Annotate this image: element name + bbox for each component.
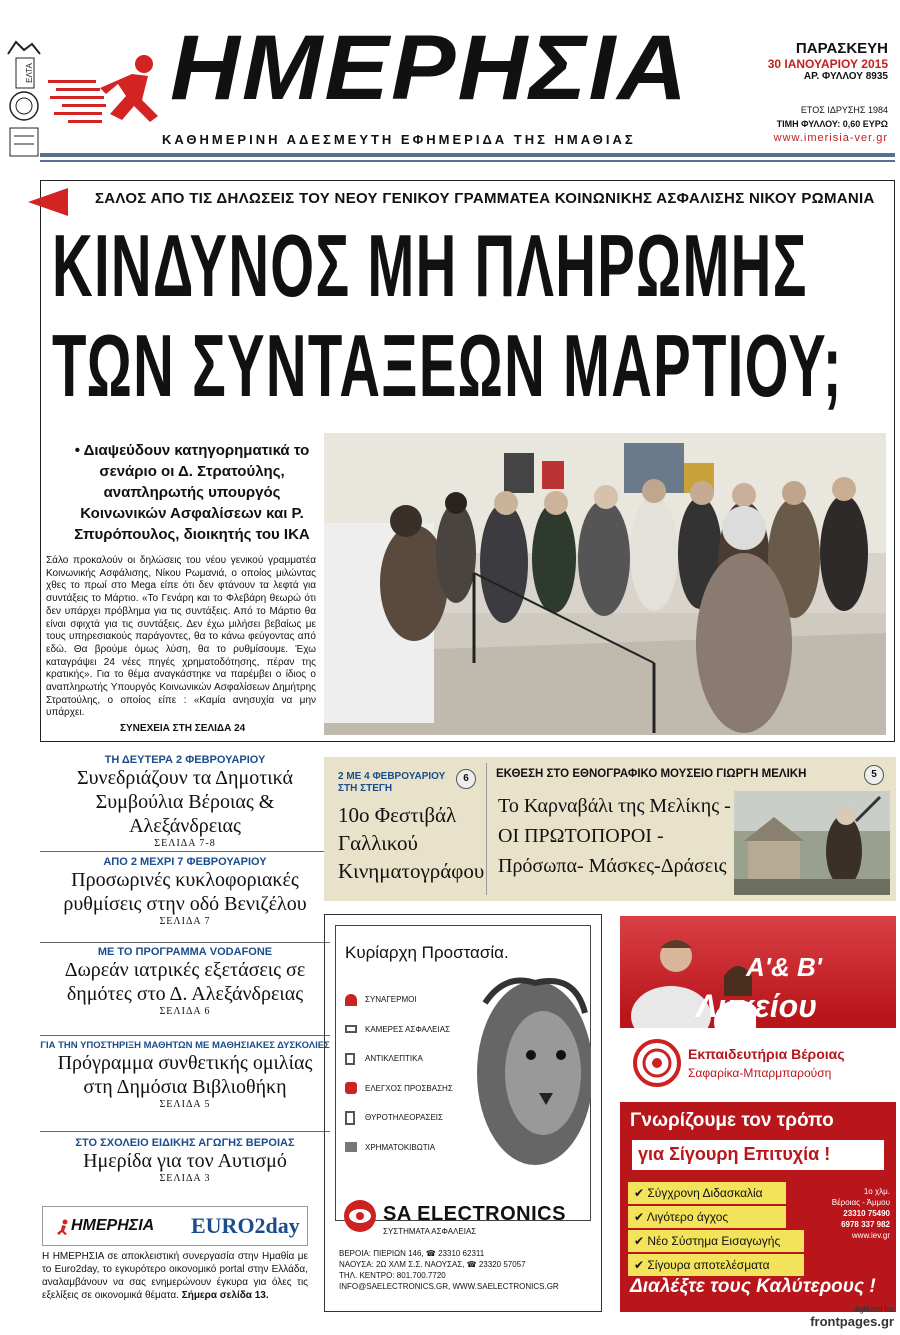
divider: [40, 1035, 330, 1036]
brief-title: Συμβούλια Βέροιας & Αλεξάνδρειας: [95, 791, 275, 837]
list-item: [345, 1044, 453, 1074]
list-item-label: Σύγχρονη Διδασκαλία: [647, 1186, 763, 1200]
brief-title: Πρόγραμμα συνθετικής ομιλίας: [57, 1052, 313, 1074]
lead-headline-line-2: ΤΩΝ ΣΥΝΤΑΞΕΩΝ ΜΑΡΤΙΟΥ;: [52, 316, 843, 415]
school-slogan-1: Γνωρίζουμε τον τρόπο: [630, 1110, 834, 1131]
masthead-tagline: ΚΑΘΗΜΕΡΙΝΗ ΑΔΕΣΜΕΥΤΗ ΕΦΗΜΕΡΙΔΑ ΤΗΣ ΗΜΑΘΙΑΣ: [162, 132, 636, 147]
brief-label: ΓΙΑ ΤΗΝ ΥΠΟΣΤΗΡΙΞΗ ΜΑΘΗΤΩΝ ΜΕ ΜΑΘΗΣΙΑΚΕΣ ΔΥΣΚΟΛΙΕΣ: [40, 1040, 330, 1051]
lion-icon: [465, 973, 591, 1173]
red-flag-icon: [28, 188, 68, 216]
pension-queue-photo: [324, 433, 886, 735]
brief-page: ΣΕΛΙΔΑ 7-8: [154, 838, 216, 849]
carnival-photo: [734, 791, 890, 895]
contact-line: ΤΗΛ. ΚΕΝΤΡΟ: 801.700.7720: [339, 1271, 446, 1280]
date-box: [768, 40, 888, 82]
school-slogan-2: για Σίγουρη Επιτυχία !: [638, 1144, 831, 1164]
school-phone: 23310 75490: [843, 1209, 890, 1218]
brief-item[interactable]: [40, 1137, 330, 1184]
brief-item[interactable]: [40, 856, 330, 927]
school-lyceum: Λυκείου: [696, 988, 818, 1024]
divider: [40, 851, 330, 852]
sa-contacts: [339, 1248, 559, 1292]
school-brand-2: Σαφαρίκα-Μπαρμπαρούση: [688, 1066, 832, 1080]
imerisia-small-logo: ΗΜΕΡΗΣΙΑ: [71, 1217, 155, 1234]
issue-date: 30 ΙΑΝΟΥΑΡΙΟΥ 2015: [767, 57, 888, 71]
website-link[interactable]: www.imerisia-ver.gr: [773, 132, 888, 144]
list-item-label: ΘΥΡΟΤΗΛΕΟΡΑΣΕΙΣ: [365, 1113, 443, 1122]
brief-label: ΑΠΟ 2 ΜΕΧΡΙ 7 ΦΕΒΡΟΥΑΡΙΟΥ: [103, 856, 267, 868]
masthead-title: ΗΜΕΡΗΣΙΑ: [170, 17, 690, 119]
security-ad-heading: Κυρίαρχη Προστασία.: [345, 943, 509, 962]
list-item-label: Λιγότερο άγχος: [646, 1210, 729, 1224]
masthead-meta: [774, 103, 888, 145]
culture-box: [324, 757, 896, 901]
festival-page-badge: 6: [456, 769, 476, 789]
school-web[interactable]: www.iev.gr: [851, 1231, 890, 1240]
divider: [40, 942, 330, 943]
school-addr: Βέροιας - Άμμου: [831, 1198, 890, 1207]
founded-year: ΕΤΟΣ ΙΔΡΥΣΗΣ 1984: [800, 105, 888, 115]
brief-page: ΣΕΛΙΔΑ 6: [159, 1006, 211, 1017]
brief-page: ΣΕΛΙΔΑ 5: [159, 1099, 211, 1110]
brief-item[interactable]: [40, 754, 330, 849]
list-item: ✔ Λιγότερο άγχος: [628, 1206, 786, 1228]
brief-title: Συνεδριάζουν τα Δημοτικά: [77, 767, 293, 789]
list-item: ✔ Σίγουρα αποτελέσματα: [628, 1254, 804, 1276]
list-item-label: ΑΝΤΙΚΛΕΠΤΙΚΑ: [365, 1054, 423, 1063]
festival-label: [338, 771, 445, 795]
door-sensor-icon: [345, 1053, 355, 1065]
safe-icon: [345, 1142, 357, 1152]
list-item-label: ΕΛΕΓΧΟΣ ΠΡΟΣΒΑΣΗΣ: [365, 1083, 453, 1093]
museum-label: ΕΚΘΕΣΗ ΣΤΟ ΕΘΝΟΓΡΑΦΙΚΟ ΜΟΥΣΕΙΟ ΓΙΩΡΓΗ ΜΕΛΙΚΗ: [496, 768, 807, 780]
euro2day-cta[interactable]: Σήμερα σελίδα 13.: [181, 1290, 269, 1301]
list-item: [345, 1103, 453, 1133]
school-target-logo-icon: [632, 1038, 682, 1088]
security-ad-list: [345, 985, 453, 1162]
festival-label-line: 2 ΜΕ 4 ΦΕΒΡΟΥΑΡΙΟΥ: [338, 771, 446, 782]
list-item: [345, 1015, 453, 1045]
brief-title: δημότες στο Δ. Αλεξάνδρειας: [66, 983, 304, 1005]
brief-title: Ημερίδα για τον Αυτισμό: [83, 1150, 287, 1172]
brief-title: Προσωρινές κυκλοφοριακές: [71, 869, 299, 891]
contact-line: ΒΕΡΟΙΑ: ΠΙΕΡΙΩΝ 146, ☎ 23310 62311: [339, 1249, 485, 1258]
lead-continued: ΣΥΝΕΧΕΙΑ ΣΤΗ ΣΕΛΙΔΑ 24: [120, 723, 246, 734]
brief-label: ΜΕ ΤΟ ΠΡΟΓΡΑΜΜΑ VODAFONE: [97, 946, 273, 958]
brief-label: ΤΗ ΔΕΥΤΕΡΑ 2 ΦΕΒΡΟΥΑΡΙΟΥ: [104, 754, 266, 766]
school-grades: Α'& Β': [746, 952, 822, 982]
school-ad[interactable]: [620, 916, 896, 1312]
security-ad[interactable]: [324, 914, 602, 1312]
euro2day-logo-box: [42, 1206, 308, 1246]
festival-title[interactable]: [338, 801, 484, 885]
brief-title: ρυθμίσεις στην οδό Βενιζέλου: [63, 893, 307, 915]
euro2day-body: Η ΗΜΕΡΗΣΙΑ σε αποκλειστική συνεργασία στην Ημαθία με το Euro2day, το εγκυρότερο οικονομικό portal στην Ελλάδα, αναλαμβάνουν να σας ενημερώνουν έγκυρα για όλες τις εξελίξεις σε οικονομικά θέματα.: [42, 1251, 308, 1301]
school-addr: 1ο χλμ.: [863, 1187, 890, 1196]
lead-kicker: ΣΑΛΟΣ ΑΠΟ ΤΙΣ ΔΗΛΩΣΕΙΣ ΤΟΥ ΝΕΟΥ ΓΕΝΙΚΟΥ ΓΡΑΜΜΑΤΕΑ ΚΟΙΝΩΝΙΚΗΣ ΑΣΦΑΛΙΣΗΣ ΝΙΚΟΥ ΡΩΜΑΝΙΑ: [95, 190, 875, 207]
alarm-icon: [345, 994, 357, 1006]
list-item: [345, 1133, 453, 1163]
contact-line: INFO@SAELECTRONICS.GR, WWW.SAELECTRONICS.GR: [339, 1282, 559, 1291]
credit-line-1: digitized for: [853, 1305, 894, 1314]
sa-eye-logo-icon: [343, 1199, 377, 1233]
credit-line-2: frontpages.gr: [810, 1314, 894, 1329]
list-item-label: Σίγουρα αποτελέσματα: [647, 1258, 770, 1272]
list-item: [345, 985, 453, 1015]
lead-bullet: • Διαψεύδουν κατηγορηματικά το σενάριο οι Δ. Στρατούλης, αναπληρωτής υπουργός Κοινωνικών Ασφαλίσεων και Ρ. Σπυρόπουλος, διοικητής του ΙΚΑ: [74, 442, 310, 543]
list-item-label: ΚΑΜΕΡΕΣ ΑΣΦΑΛΕΙΑΣ: [365, 1024, 451, 1034]
brief-page: ΣΕΛΙΔΑ 3: [159, 1173, 211, 1184]
list-item: ✔ Νέο Σύστημα Εισαγωγής: [628, 1230, 804, 1252]
lead-body: Σάλο προκαλούν οι δηλώσεις του νέου γενικού γραμματέα Κοινωνικής Ασφάλισης, Νίκου Ρωμανιά, ο οποίος μιλώντας χθες το πρωί στο Mega είπε ότι δεν φτάνουν τα λεφτά για συντάξεις το Μάρτιο. «Το Γενάρη και το Φλεβάρη θεωρώ ότι δεν υπάρχει πρόβλημα για τις συντάξεις. Από το Μάρτιο θα είναι σφιχτά για τις συντάξεις. Δεν έχω μιλήσει βεβαίως με τους υπηρεσιακούς παράγοντες, θα το κάνω φεύγοντας από εδώ. Θα βρούμε όμως λύση, θα το ρυθμίσουμε. Έχω καταγράψει 24 νέες πηγές χρηματοδότησης, πέραν της κρατικής». Για το θέμα αναγκάστηκε να παρέμβει ο ίδιος ο αναπληρωτής Υπουργός Κοινωνικών Ασφαλίσεων Δημήτρης Στρατούλης, ο οποίος είπε : «Καμία ανησυχία να μην υπάρχει.: [46, 555, 316, 719]
euro2day-text: [42, 1250, 308, 1302]
brief-item[interactable]: [40, 946, 330, 1017]
running-man-logo-icon: [48, 50, 168, 140]
school-contact: [816, 1186, 890, 1241]
list-item-label: ΧΡΗΜΑΤΟΚΙΒΩΤΙΑ: [365, 1142, 436, 1152]
culture-divider: [486, 763, 487, 895]
school-phone: 6978 337 982: [841, 1220, 890, 1229]
school-points: [628, 1182, 804, 1276]
divider: [40, 1131, 330, 1132]
museum-title-line: ΟΙ ΠΡΩΤΟΠΟΡΟΙ -: [498, 825, 664, 847]
sa-sub: ΣΥΣΤΗΜΑΤΑ ΑΣΦΑΛΕΙΑΣ: [383, 1227, 477, 1236]
festival-title-line: 10ο Φεστιβάλ: [338, 803, 457, 827]
festival-title-line: Γαλλικού: [338, 831, 418, 855]
camera-icon: [345, 1025, 357, 1033]
brief-item[interactable]: [40, 1040, 330, 1110]
museum-page-badge: 5: [864, 765, 884, 785]
postal-stamp-text: ΕΛΤΑ: [25, 63, 34, 83]
list-item: [345, 1074, 453, 1104]
euro2day-logo: EURO2day: [191, 1213, 300, 1238]
festival-label-line: ΣΤΗ ΣΤΕΓΗ: [338, 783, 393, 794]
brief-label: ΣΤΟ ΣΧΟΛΕΙΟ ΕΙΔΙΚΗΣ ΑΓΩΓΗΣ ΒΕΡΟΙΑΣ: [75, 1137, 295, 1149]
list-item-label: Νέο Σύστημα Εισαγωγής: [647, 1234, 781, 1248]
museum-title-line: Πρόσωπα- Μάσκες-Δράσεις: [498, 855, 727, 877]
credit: [810, 1305, 894, 1329]
postal-stamp-icon: [6, 40, 42, 160]
museum-title[interactable]: [498, 791, 731, 881]
museum-title-line: Το Καρναβάλι της Μελίκης -: [498, 795, 731, 817]
sa-brand: SA ELECTRONICS: [383, 1203, 566, 1225]
contact-line: ΝΑΟΥΣΑ: 2Ω ΧΛΜ Σ.Σ. ΝΑΟΥΣΑΣ, ☎ 23320 57057: [339, 1260, 526, 1269]
access-control-icon: [345, 1082, 357, 1094]
lead-headline-line-1: ΚΙΝΔΥΝΟΣ ΜΗ ΠΛΗΡΩΜΗΣ: [52, 216, 808, 315]
intercom-icon: [345, 1111, 355, 1125]
masthead-rule: [40, 153, 895, 157]
brief-title: Δωρεάν ιατρικές εξετάσεις σε: [64, 959, 306, 981]
issue-number: ΑΡ. ΦΥΛΛΟΥ 8935: [803, 71, 888, 82]
runner-small-icon: [53, 1219, 69, 1235]
school-brand-1: Εκπαιδευτήρια Βέροιας: [688, 1046, 845, 1062]
school-footer: Διαλέξτε τους Καλύτερους !: [630, 1276, 876, 1297]
list-item: ✔ Σύγχρονη Διδασκαλία: [628, 1182, 786, 1204]
festival-title-line: Κινηματογράφου: [338, 859, 485, 883]
list-item-label: ΣΥΝΑΓΕΡΜΟΙ: [365, 995, 417, 1004]
issue-day: ΠΑΡΑΣΚΕΥΗ: [795, 40, 888, 57]
brief-page: ΣΕΛΙΔΑ 7: [159, 916, 211, 927]
issue-price: ΤΙΜΗ ΦΥΛΛΟΥ: 0,60 ΕΥΡΩ: [776, 119, 888, 129]
masthead-rule-thin: [40, 160, 895, 162]
brief-title: στη Δημόσια Βιβλιοθήκη: [83, 1076, 287, 1098]
